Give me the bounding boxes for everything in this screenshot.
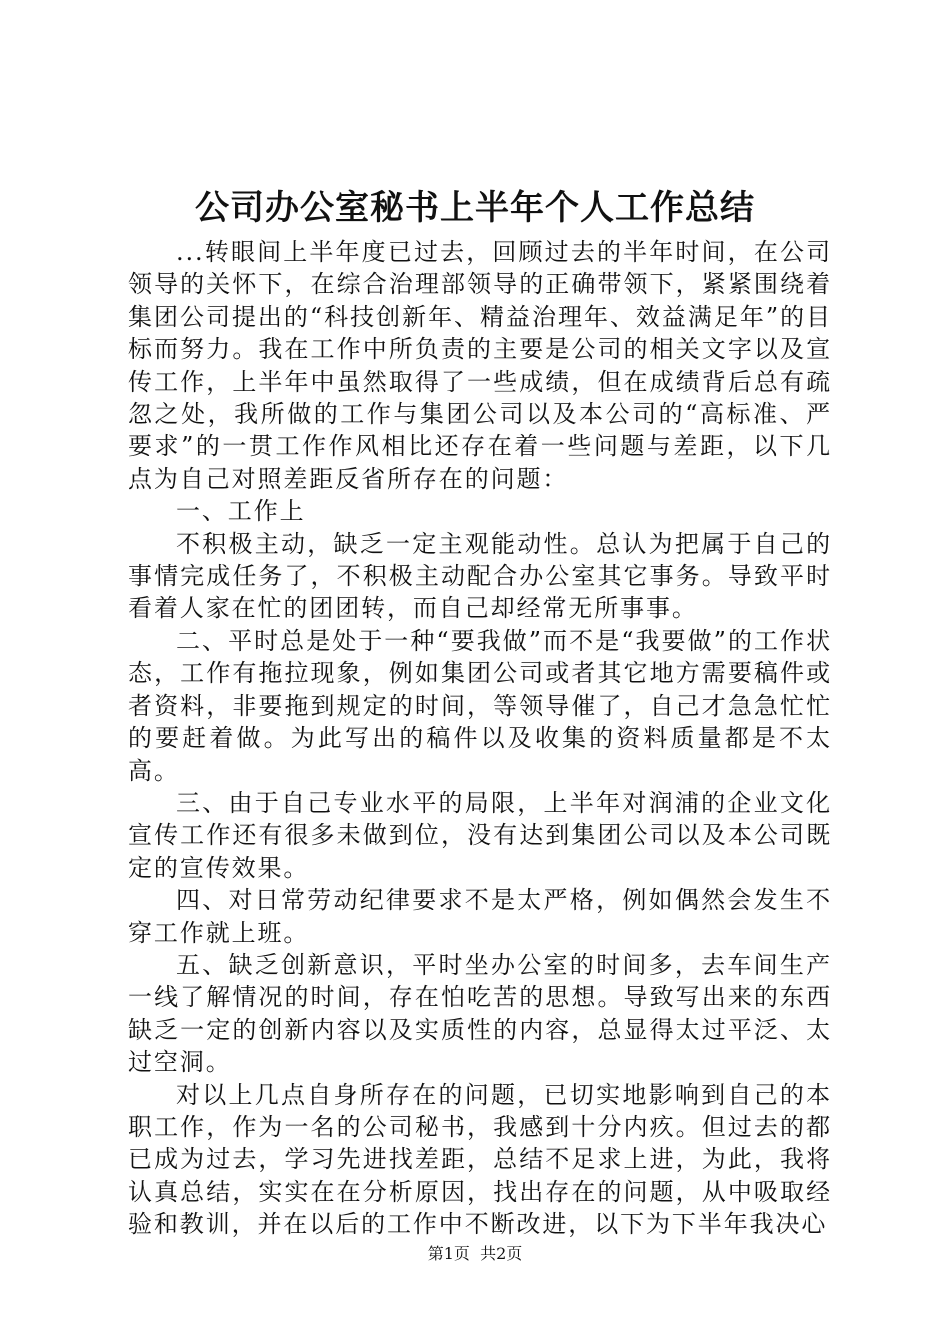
paragraph-intro: ...转眼间上半年度已过去，回顾过去的半年时间，在公司领导的关怀下，在综合治理部领导的正确带领下，紧紧围绕着集团公司提出的“科技创新年、精益治理年、效益满足年”的目标而努力。我在工作中所负责的主要是公司的相关文字以及宣传工作，上半年中虽然取得了一些成绩，但在成绩背后总有疏忽之处，我所做的工作与集团公司以及本公司的“高标准、严要求”的一贯工作作风相比还存在着一些问题与差距，以下几点为自己对照差距反省所存在的问题： [128, 238, 832, 493]
document-body [128, 236, 832, 1241]
page-number-footer: 第1页 共2页 [427, 1244, 523, 1263]
paragraph-reflection: 对以上几点自身所存在的问题，已切实地影响到自己的本职工作，作为一名的公司秘书，我感到十分内疚。但过去的都已成为过去，学习先进找差距，总结不足求上进，为此，我将认真总结，实实在在分析原因，找出存在的问题，从中吸取经验和教训，并在以后的工作中不断改进，以下为下半年我决心 [128, 1080, 832, 1239]
paragraph-issue-expertise: 三、由于自己专业水平的局限，上半年对润浦的企业文化宣传工作还有很多未做到位，没有达到集团公司以及本公司既定的宣传效果。 [128, 788, 832, 882]
paragraph-issue-discipline: 四、对日常劳动纪律要求不是太严格，例如偶然会发生不穿工作就上班。 [128, 886, 832, 947]
document-title: 公司办公室秘书上半年个人工作总结 [195, 188, 755, 228]
paragraph-issue-initiative: 不积极主动，缺乏一定主观能动性。总认为把属于自己的事情完成任务了，不积极主动配合办公室其它事务。导致平时看着人家在忙的团团转，而自己却经常无所事事。 [128, 529, 832, 623]
paragraph-issue-innovation: 五、缺乏创新意识，平时坐办公室的时间多，去车间生产一线了解情况的时间，存在怕吃苦的思想。导致写出来的东西缺乏一定的创新内容以及实质性的内容，总显得太过平泛、太过空洞。 [128, 950, 832, 1077]
paragraph-issue-procrastination: 二、平时总是处于一种“要我做”而不是“我要做”的工作状态，工作有拖拉现象，例如集团公司或者其它地方需要稿件或者资料，非要拖到规定的时间，等领导催了，自己才急急忙忙的要赶着做。为此写出的稿件以及收集的资料质量都是不太高。 [128, 626, 832, 785]
paragraph-heading-work: 一、工作上 [176, 497, 306, 526]
